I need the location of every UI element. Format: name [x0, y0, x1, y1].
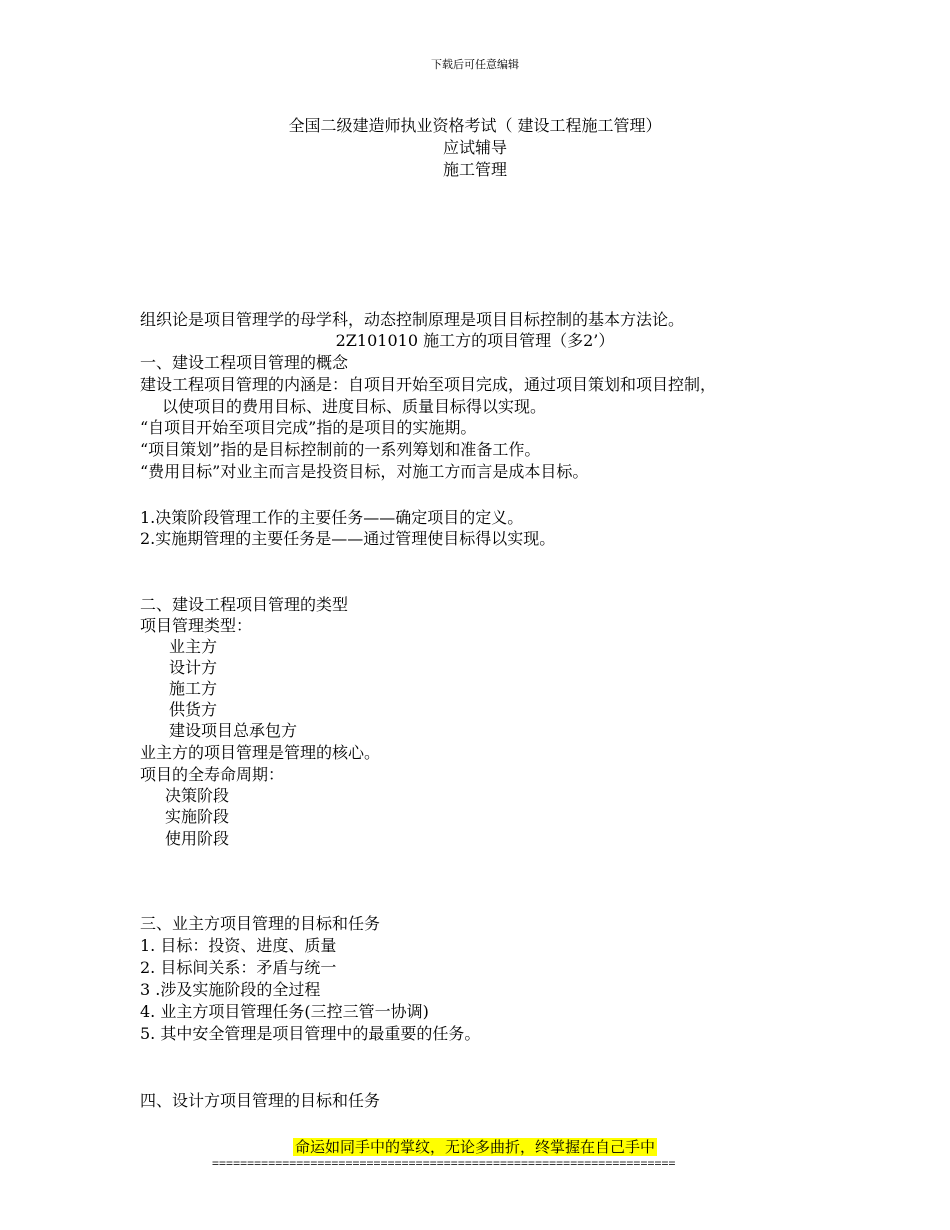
numbered-item: 2.实施期管理的主要任务是——通过管理使目标得以实现。 — [140, 529, 556, 548]
document-subject: 施工管理 — [442, 160, 507, 179]
section-code: 2Z101010 施工方的项目管理（多2’） — [335, 331, 615, 350]
section-3-heading: 三、业主方项目管理的目标和任务 — [140, 914, 381, 933]
intro-paragraph: 组织论是项目管理学的母学科，动态控制原理是项目目标控制的基本方法论。 — [140, 310, 685, 329]
note-cost: “费用目标”对业主而言是投资目标，对施工方而言是成本目标。 — [140, 462, 589, 481]
note-implementation: “自项目开始至项目完成”指的是项目的实施期。 — [140, 418, 477, 437]
type-item: 业主方 — [169, 637, 218, 656]
type-item: 施工方 — [169, 679, 218, 698]
phase-item: 决策阶段 — [165, 786, 230, 805]
phase-item: 使用阶段 — [165, 829, 230, 848]
list-item: 2. 目标间关系：矛盾与统一 — [140, 958, 337, 977]
definition-line-1: 建设工程项目管理的内涵是：自项目开始至项目完成，通过项目策划和项目控制， — [140, 375, 717, 394]
footer-divider: ================================================================== — [212, 1156, 676, 1170]
definition-line-2: 以使项目的费用目标、进度目标、质量目标得以实现。 — [162, 397, 547, 416]
list-item: 4. 业主方项目管理任务(三控三管一协调) — [140, 1002, 429, 1021]
lifecycle-label: 项目的全寿命周期： — [140, 765, 285, 784]
section-2-heading: 二、建设工程项目管理的类型 — [140, 595, 349, 614]
document-subtitle: 应试辅导 — [442, 138, 507, 157]
numbered-item: 1.决策阶段管理工作的主要任务——确定项目的定义。 — [140, 508, 524, 527]
phase-item: 实施阶段 — [165, 807, 230, 826]
core-statement: 业主方的项目管理是管理的核心。 — [140, 743, 381, 762]
footer-motto — [0, 1136, 950, 1157]
types-label: 项目管理类型： — [140, 616, 253, 635]
highlighted-motto: 命运如同手中的掌纹，无论多曲折，终掌握在自己手中 — [294, 1138, 655, 1156]
type-item: 建设项目总承包方 — [169, 721, 298, 740]
type-item: 设计方 — [169, 658, 218, 677]
list-item: 5. 其中安全管理是项目管理中的最重要的任务。 — [140, 1024, 481, 1043]
section-1-heading: 一、建设工程项目管理的概念 — [140, 353, 349, 372]
section-4-heading: 四、设计方项目管理的目标和任务 — [140, 1091, 381, 1110]
type-item: 供货方 — [169, 700, 218, 719]
list-item: 1. 目标：投资、进度、质量 — [140, 936, 337, 955]
note-planning: “项目策划”指的是目标控制前的一系列筹划和准备工作。 — [140, 440, 541, 459]
document-title: 全国二级建造师执业资格考试（ 建设工程施工管理） — [288, 116, 662, 135]
header-note: 下载后可任意编辑 — [431, 58, 519, 71]
list-item: 3 .涉及实施阶段的全过程 — [140, 980, 321, 999]
